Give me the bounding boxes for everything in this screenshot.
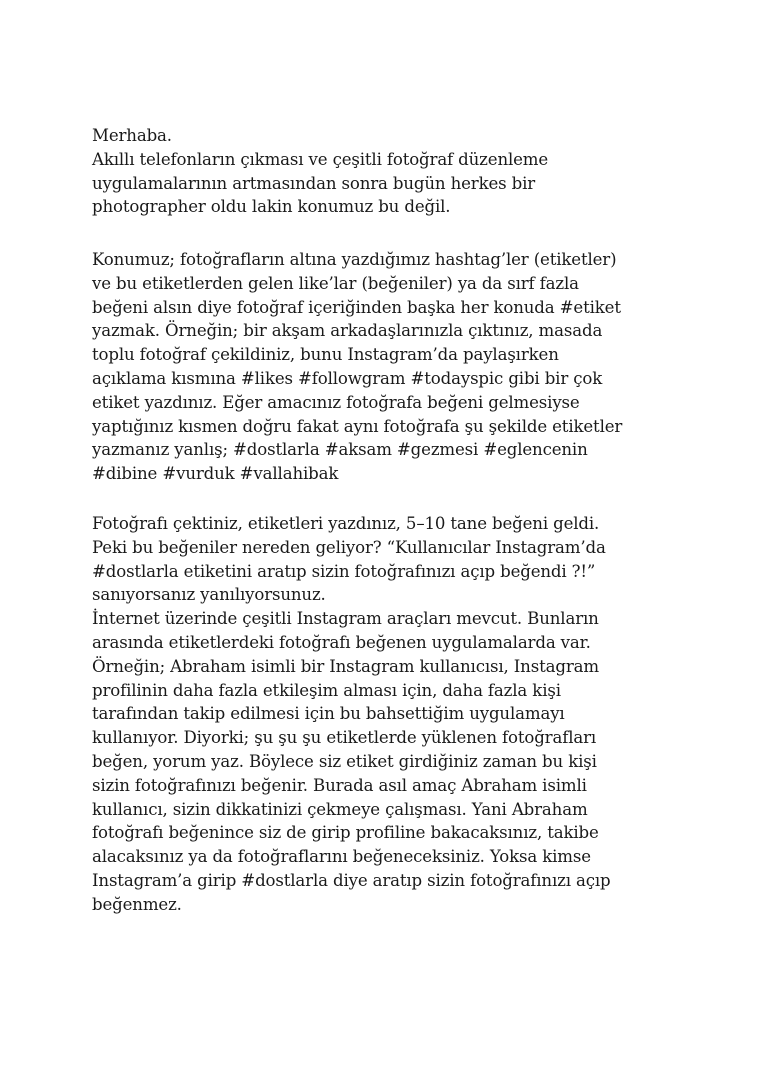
text-line: Fotoğrafı çektiniz, etiketleri yazdınız, 5–10 tane beğeni geldi.: [92, 514, 600, 533]
text-line: açıklama kısmına #likes #followgram #todayspic gibi bir çok: [92, 368, 603, 388]
text-line: Akıllı telefonların çıkması ve çeşitli fotoğraf düzenleme: [92, 149, 549, 169]
paragraph-greeting: [92, 124, 692, 219]
text-line: toplu fotoğraf çekildiniz, bunu Instagram’da paylaşırken: [92, 345, 559, 365]
text-line: kullanıyor. Diyorki; şu şu şu etiketlerde yüklenen fotoğrafları: [92, 728, 597, 748]
text-line: profilinin daha fazla etkileşim alması için, daha fazla kişi: [92, 680, 561, 700]
text-line: #dostlarla etiketini aratıp sizin fotoğrafınızı açıp beğendi ?!”: [92, 561, 596, 581]
text-line: yazmanız yanlış; #dostlarla #aksam #gezmesi #eglencenin: [92, 440, 588, 460]
text-line: sanıyorsanız yanılıyorsunuz.: [92, 585, 326, 605]
text-line: beğen, yorum yaz. Böylece siz etiket girdiğiniz zaman bu kişi: [92, 751, 597, 771]
text-line: Konumuz; fotoğrafların altına yazdığımız hashtag’ler (etiketler): [92, 250, 617, 269]
text-line: fotoğrafı beğenince siz de girip profiline bakacaksınız, takibe: [92, 823, 599, 843]
text-line: yaptığınız kısmen doğru fakat aynı fotoğrafa şu şekilde etiketler: [92, 416, 623, 436]
text-line: İnternet üzerinde çeşitli Instagram araçları mevcut. Bunların: [92, 609, 599, 629]
text-line: yazmak. Örneğin; bir akşam arkadaşlarınızla çıktınız, masada: [92, 321, 603, 341]
paragraph-explanation: [92, 512, 692, 917]
text-line: #dibine #vurduk #vallahibak: [92, 464, 339, 484]
text-line: tarafından takip edilmesi için bu bahsettiğim uygulamayı: [92, 704, 565, 724]
text-line: photographer oldu lakin konumuz bu değil.: [92, 197, 451, 217]
paragraph-topic: [92, 248, 692, 486]
text-line: sizin fotoğrafınızı beğenir. Burada asıl amaç Abraham isimli: [92, 775, 587, 795]
text-line: Peki bu beğeniler nereden geliyor? “Kullanıcılar Instagram’da: [92, 537, 606, 557]
text-line: kullanıcı, sizin dikkatinizi çekmeye çalışması. Yani Abraham: [92, 799, 588, 819]
text-line: ve bu etiketlerden gelen like’lar (beğeniler) ya da sırf fazla: [92, 273, 579, 293]
text-line: arasında etiketlerdeki fotoğrafı beğenen uygulamalarda var.: [92, 632, 591, 652]
text-line: etiket yazdınız. Eğer amacınız fotoğrafa beğeni gelmesiyse: [92, 392, 580, 412]
text-line: Merhaba.: [92, 126, 172, 145]
text-line: beğenmez.: [92, 894, 182, 914]
text-line: beğeni alsın diye fotoğraf içeriğinden başka her konuda #etiket: [92, 297, 621, 317]
text-line: alacaksınız ya da fotoğraflarını beğeneceksiniz. Yoksa kimse: [92, 847, 591, 867]
text-line: uygulamalarının artmasından sonra bugün herkes bir: [92, 173, 536, 193]
text-line: Örneğin; Abraham isimli bir Instagram kullanıcısı, Instagram: [92, 656, 599, 676]
text-line: Instagram’a girip #dostlarla diye aratıp sizin fotoğrafınızı açıp: [92, 870, 611, 890]
